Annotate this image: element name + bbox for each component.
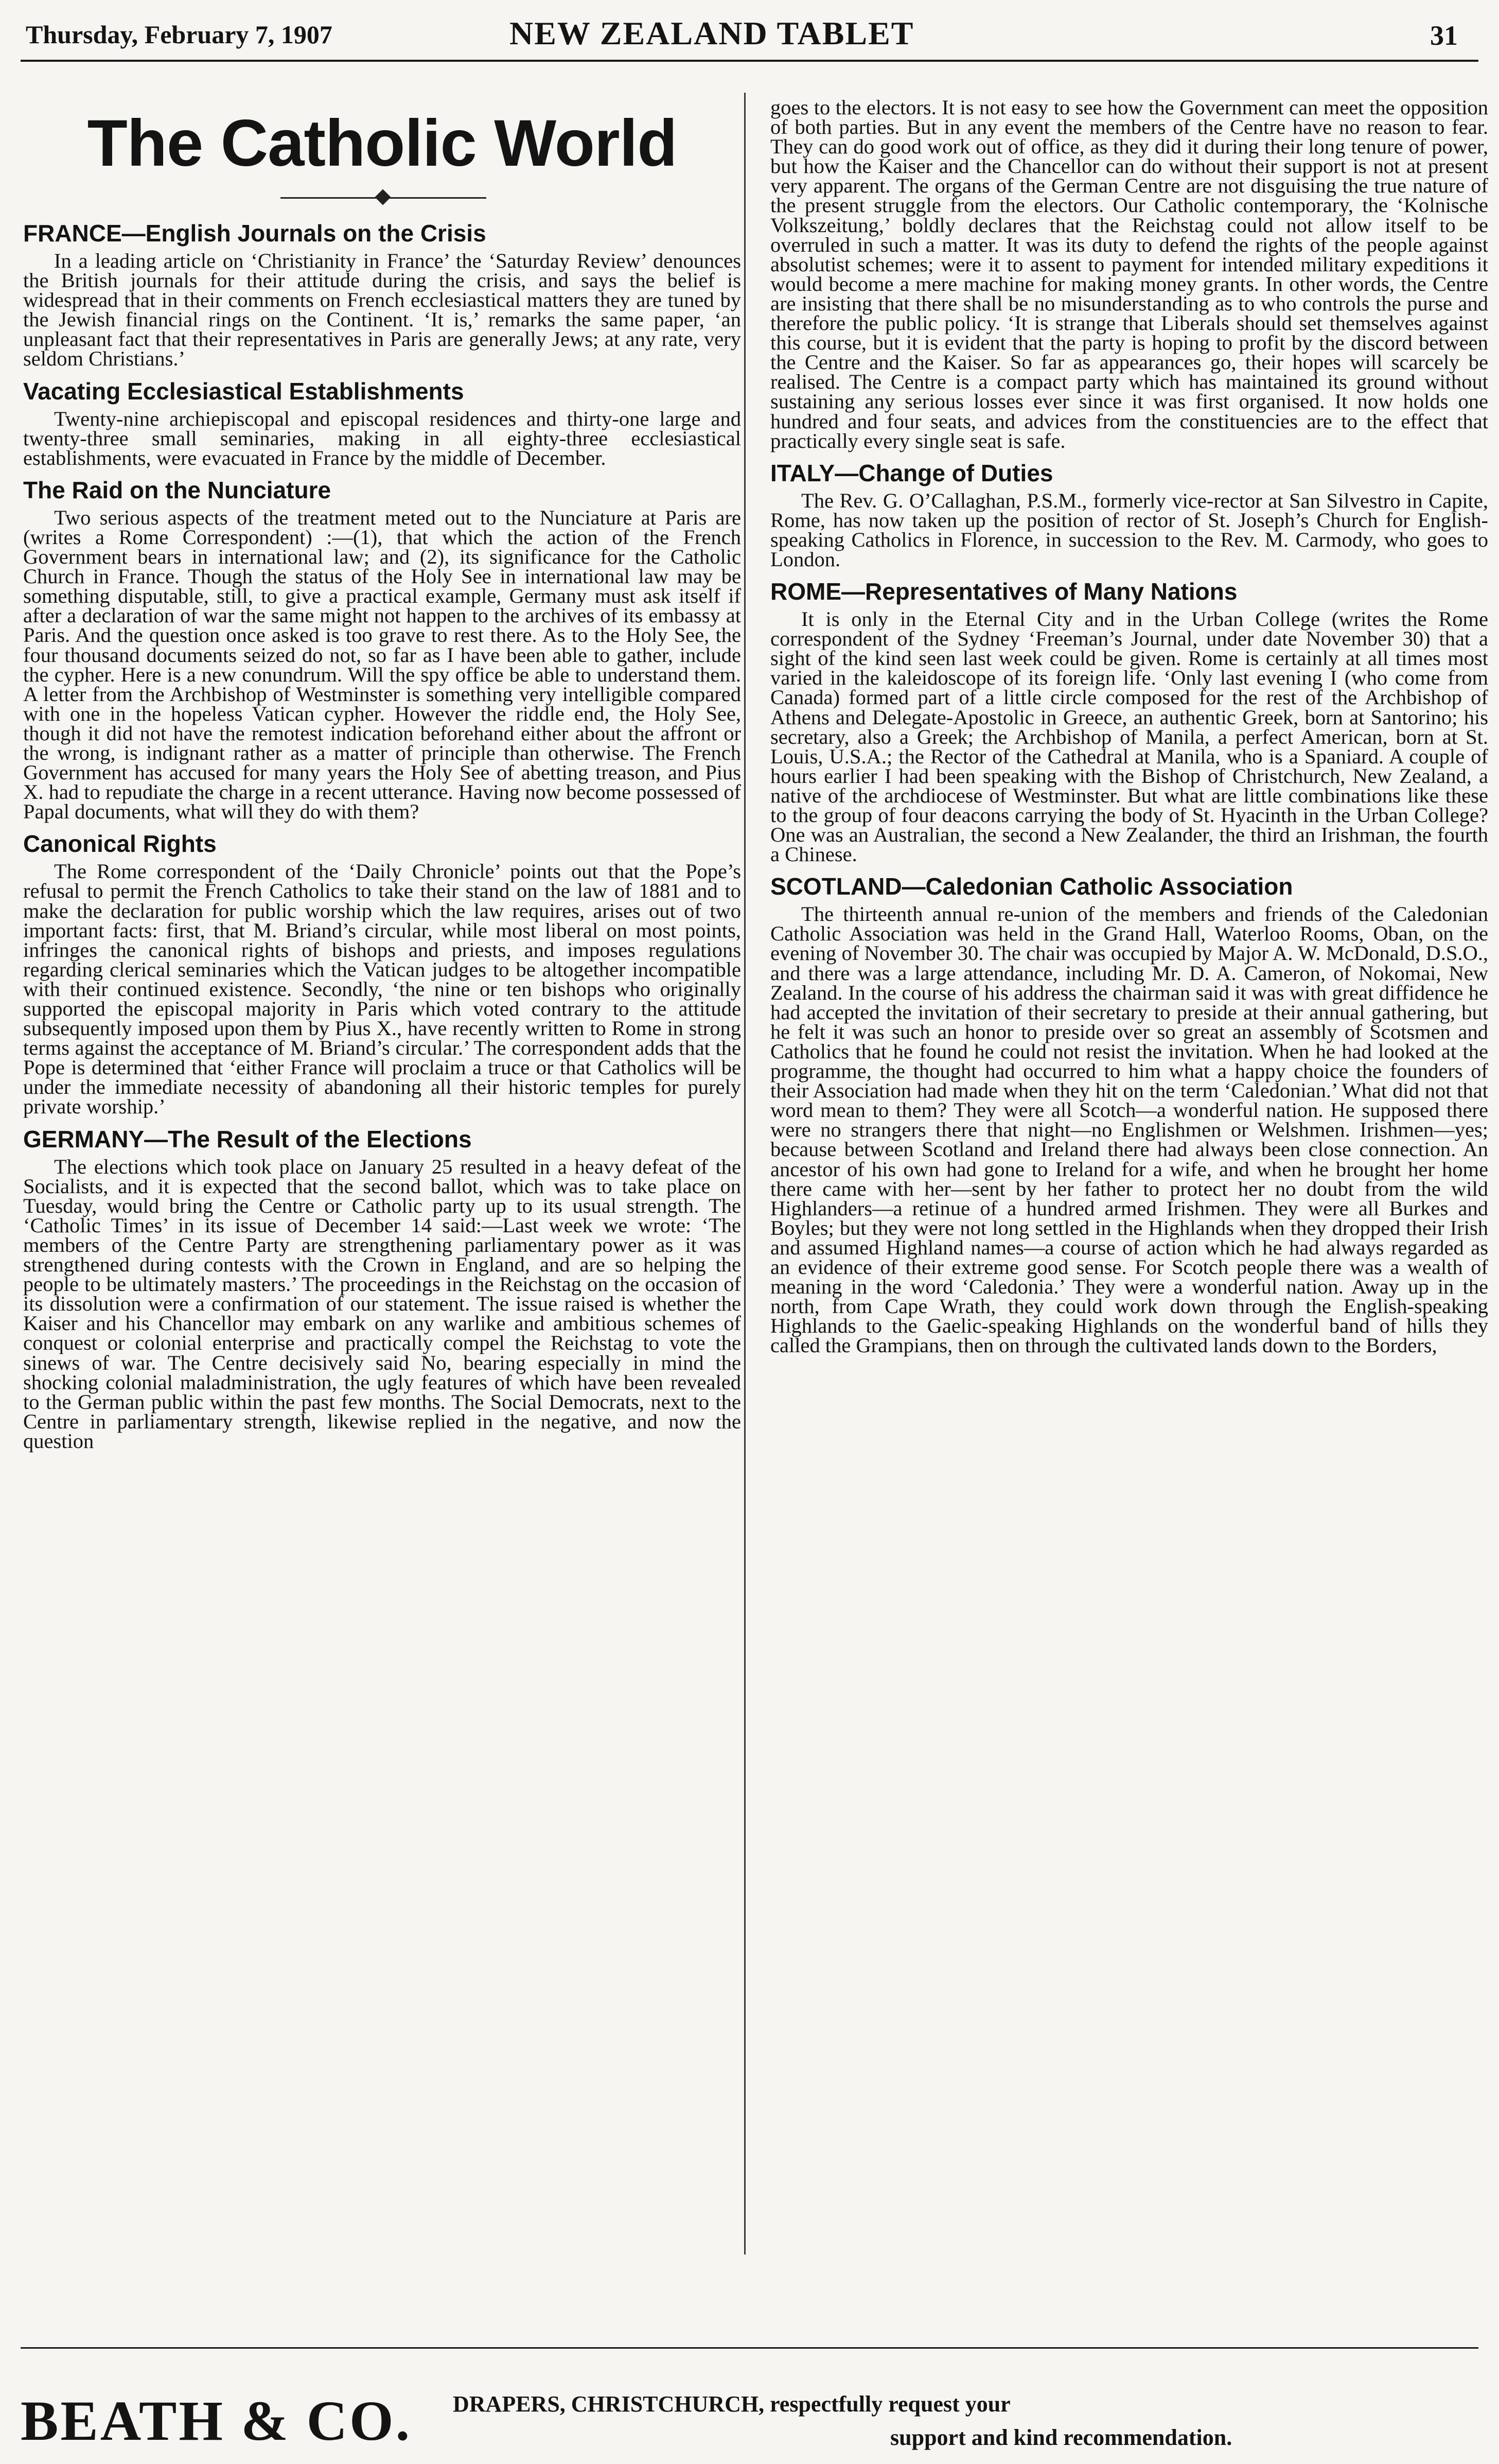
page-header (0, 0, 1499, 61)
article-heading: FRANCE—English Journals on the Crisis (23, 220, 486, 247)
issue-date: Thursday, February 7, 1907 (26, 20, 332, 49)
article (23, 829, 741, 1119)
article (23, 376, 741, 468)
footer-rule (21, 2347, 1478, 2349)
article (770, 576, 1488, 864)
article (770, 98, 1488, 451)
header-rule (21, 60, 1478, 62)
newspaper-title: NEW ZEALAND TABLET (509, 15, 914, 51)
article-paragraph: It is only in the Eternal City and in the Urban College (writes the Rome correspondent of the Sydney ‘Freeman’s Journal, under date November 30) that a sight of the kind seen last week could be given. Rome is certainly at all times most varied in the kaleidoscope of its foreign life. ‘Only last evening I (who come from Canada) formed part of a little circle composed for the rest of the Archbishop of Athens and Delegate-Apostolic in Greece, an authentic Greek, born at Santorino; his secretary, also a Greek; the Archbishop of Manila, a perfect American, born at St. Louis, U.S.A.; the Rector of the Cathedral at Manila, who is a Spaniard. A couple of hours earlier I had been speaking with the Bishop of Christchurch, New Zealand, a native of the archdiocese of Westminster. But what are little combinations like these to the group of four deacons carrying the body of St. Hyacinth in the Urban College? One was an Australian, the second a New Zealander, the third an Irishman, the fourth a Chinese. (770, 607, 1488, 866)
advert-line-2: support and kind recommendation. (890, 2425, 1232, 2450)
article-heading: ROME—Representatives of Many Nations (770, 578, 1238, 605)
diamond-ornament-icon (375, 189, 391, 205)
article (23, 218, 741, 369)
article-heading: ITALY—Change of Duties (770, 459, 1053, 486)
article-heading: GERMANY—The Result of the Elections (23, 1125, 472, 1152)
article-heading: The Raid on the Nunciature (23, 476, 331, 503)
advert-line-1: DRAPERS, CHRISTCHURCH, respectfully request your (453, 2391, 1011, 2417)
right-articles (770, 98, 1488, 1355)
article-paragraph: The elections which took place on January 25 resulted in a heavy defeat of the Socialists, and it is expected that the second ballot, which was to take place on Tuesday, would bring the Centre or Catholic party up to its usual strength. The ‘Catholic Times’ in its issue of December 14 said:—Last week we wrote: ‘The members of the Centre Party are strengthening parliamentary power as it was strengthened during contests with the Crown in England, and are so helping the people to be ultimately masters.’ The proceedings in the Reichstag on the occasion of its dissolution were a confirmation of our statement. The issue raised is whether the Kaiser and his Chancellor may embark on any warlike and ambitious schemes of conquest or colonial enterprise and practically compel the Reichstag to vote the sinews of war. The Centre decisively said No, bearing especially in mind the shocking colonial maladministration, the ugly features of which have been revealed to the German public within the past few months. The Social Democrats, next to the Centre in parliamentary strength, likewise replied in the negative, and now the question (23, 1155, 741, 1453)
article-paragraph: goes to the electors. It is not easy to see how the Government can meet the opposition of both parties. But in any event the members of the Centre have no reason to fear. They can do good work out of office, as they did it during their long tenure of power, but how the Kaiser and the Chancellor can do without their support is not at present very apparent. The organs of the German Centre are not disguising the true nature of the present struggle from the electors. Our Catholic contemporary, the ‘Kolnische Volkszeitung,’ boldly declares that the Reichstag could not allow itself to be overruled in such a matter. It was its duty to defend the rights of the people against absolutist schemes; were it to assent to payment for intended military expeditions it would become a mere machine for making money grants. In other words, the Centre are insisting that there shall be no misunderstanding as to who controls the purse and therefore the public policy. ‘It is strange that Liberals should set themselves against this course, but it is evident that the party is hoping to profit by the discord between the Centre and the Kaiser. So far as appearances go, their hopes will scarcely be realised. The Centre is a compact party which has maintained its ground without sustaining any serious losses ever since it was first organised. It now holds one hundred and four seats, and advices from the constituencies are to the effect that practically every single seat is safe. (770, 96, 1488, 452)
article (770, 871, 1488, 1355)
article-paragraph: The Rev. G. O’Callaghan, P.S.M., formerly vice-rector at San Silvestro in Capite, Rome, has now taken up the position of rector of St. Joseph’s Church for English-speaking Catholics in Florence, in succession to the Rev. M. Carmody, who goes to London. (770, 488, 1488, 571)
left-column (23, 101, 741, 1451)
article (23, 475, 741, 822)
article-paragraph: In a leading article on ‘Christianity in France’ the ‘Saturday Review’ denounces the British journals for their attitude during the crisis, and says the belief is widespread that in their comments on French ecclesiastical matters they are tuned by the Jewish financial rings on the Continent. ‘It is,’ remarks the same paper, ‘an unpleasant fact that their representatives in Paris are generally Jews; at any rate, very seldom Christians.’ (23, 249, 741, 371)
masthead-ornament (23, 187, 741, 208)
page-number: 31 (1430, 20, 1458, 51)
article-paragraph: Twenty-nine archiepiscopal and episcopal residences and thirty-one large and twenty-three small seminaries, making in all eighty-three ecclesiastical establishments, were evacuated in France by the middle of December. (23, 407, 741, 469)
article-paragraph: The Rome correspondent of the ‘Daily Chronicle’ points out that the Pope’s refusal to permit the French Catholics to take their stand on the law of 1881 and to make the declaration for public worship which the law requires, arises out of two important facts: first, that M. Briand’s circular, while most liberal on most points, infringes the canonical rights of bishops and priests, and imposes regulations regarding clerical seminaries which the Vatican judges to be altogether incompatible with their continued existence. Secondly, ‘the nine or ten bishops who originally supported the episcopal majority in Paris which voted contrary to the attitude subsequently imposed upon them by Pius X., have recently written to Rome in strong terms against the acceptance of M. Briand’s circular.’ The correspondent adds that the Pope is determined that ‘either France will proclaim a truce or that Catholics will be under the immediate necessity of abandoning all their historic temples for purely private worship.’ (23, 860, 741, 1119)
advertisement-footer (0, 2347, 1499, 2464)
advertiser-name: BEATH & CO. (21, 2389, 412, 2452)
article-paragraph: Two serious aspects of the treatment meted out to the Nunciature at Paris are (writes a Rome Correspondent) :—(1), that which the action of the French Government bears in international law; and (2), its significance for the Catholic Church in France. Though the status of the Holy See in international law may be something disputable, still, to give a practical example, Germany must ask itself if after a declaration of war the same might not happen to the archives of its embassy at Paris. And the question once asked is too grave to rest there. As to the Holy See, the four thousand documents seized do not, so far as I have been able to gather, include the cypher. Here is a new conundrum. Will the spy office be able to understand them. A letter from the Archbishop of Westminster is something very intelligible compared with one in the hopeless Vatican cypher. However the riddle end, the Holy See, though it did not have the remotest indication beforehand either about the affront or the wrong, is indignant rather as a matter of principle than otherwise. The French Government has accused for many years the Holy See of abetting treason, and Pius X. had to repudiate the charge in a recent utterance. Having now become possessed of Papal documents, what will they do with them? (23, 505, 741, 824)
article-heading: Vacating Ecclesiastical Establishments (23, 377, 464, 405)
article-paragraph: The thirteenth annual re-union of the members and friends of the Caledonian Catholic Association was held in the Grand Hall, Waterloo Rooms, Oban, on the evening of November 30. The chair was occupied by Major A. W. McDonald, D.S.O., and there was a large attendance, including Mr. D. A. Cameron, of Nokomai, New Zealand. In the course of his address the chairman said it was with great diffidence he had accepted the invitation of their secretary to preside at their annual gathering, but he felt it was such an honor to preside over so great an assembly of Scotsmen and Catholics that he found he could not resist the invitation. When he had looked at the programme, the thought had occurred to him what a happy choice the founders of their Association had made when they hit on the term ‘Caledonian.’ What did not that word mean to them? They were all Scotch—a wonderful nation. He supposed there were no strangers there that night—no Englishmen or Welshmen. Irishmen—yes; because between Scotland and Ireland there had always been close connection. An ancestor of his own had gone to Ireland for a wife, and when he brought her home there came with her—sent by her father to protect her no doubt from the wild Highlanders—a retinue of a hundred armed Irishmen. They were all Burkes and Boyles; but they were not long settled in the Highlands when they dropped their Irish and assumed Highland names—a course of action which he had always regarded as an evidence of their extreme good sense. For Scotch people there was a wealth of meaning in the word ‘Caledonia.’ They were a wonderful nation. Away up in the north, from Cape Wrath, they could work down through the English-speaking Highlands to the Gaelic-speaking Highlands on the wonderful band of hills they called the Grampians, then on through the cultivated lands down to the Borders, (770, 902, 1488, 1357)
right-column (770, 98, 1488, 1355)
article-heading: SCOTLAND—Caledonian Catholic Association (770, 873, 1293, 900)
section-masthead: The Catholic World (87, 107, 677, 180)
article (770, 458, 1488, 569)
column-divider (744, 93, 746, 2255)
article-heading: Canonical Rights (23, 830, 217, 858)
left-articles (23, 218, 741, 1451)
article (23, 1124, 741, 1451)
